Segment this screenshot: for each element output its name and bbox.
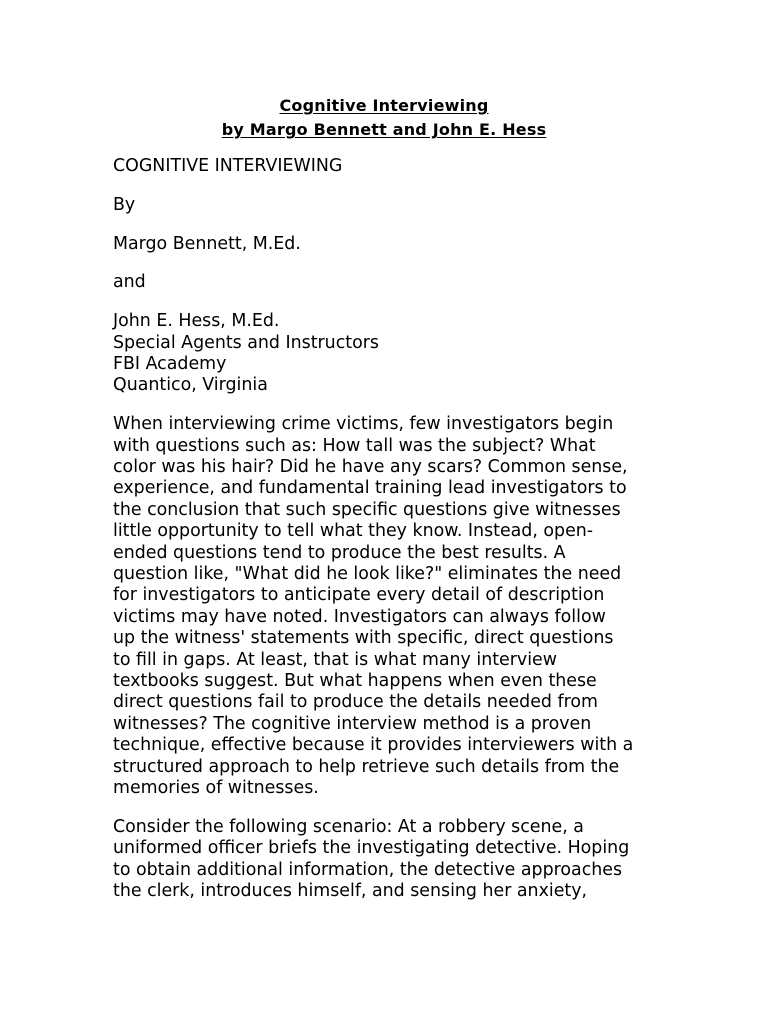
paragraph-1	[113, 414, 643, 799]
heading-byline: by Margo Bennett and John E. Hess	[221, 120, 547, 139]
author2-line: FBI Academy	[113, 354, 227, 374]
intro-author1: Margo Bennett, M.Ed.	[113, 233, 301, 254]
paragraph-line: structured approach to help retrieve such details from the	[113, 756, 620, 777]
paragraph-line: Consider the following scenario: At a robbery scene, a	[113, 816, 584, 837]
author2-line: John E. Hess, M.Ed.	[113, 311, 280, 332]
document-heading	[0, 94, 768, 142]
paragraph-line: the conclusion that such specific questions give witnesses	[113, 499, 621, 520]
paragraph-line: witnesses? The cognitive interview method is a proven	[113, 713, 592, 734]
paragraph-line: little opportunity to tell what they know. Instead, open-	[113, 521, 594, 542]
paragraph-line: When interviewing crime victims, few investigators begin	[113, 414, 614, 435]
paragraph-line: to obtain additional information, the detective approaches	[113, 859, 623, 880]
paragraph-line: uniformed officer briefs the investigating detective. Hoping	[113, 838, 630, 859]
paragraph-line: for investigators to anticipate every detail of description	[113, 585, 605, 606]
paragraph-line: to fill in gaps. At least, that is what many interview	[113, 649, 557, 670]
paragraph-line: color was his hair? Did he have any scars? Common sense,	[113, 457, 628, 478]
paragraph-2	[113, 817, 643, 903]
paragraph-line: textbooks suggest. But what happens when even these	[113, 671, 597, 692]
paragraph-line: direct questions fail to produce the details needed from	[113, 692, 598, 713]
paragraph-line: experience, and fundamental training lead investigators to	[113, 478, 627, 499]
paragraph-line: the clerk, introduces himself, and sensing her anxiety,	[113, 881, 588, 902]
author2-block	[113, 311, 643, 397]
paragraph-line: up the witness' statements with specific, direct questions	[113, 628, 614, 649]
intro-by: By	[113, 194, 136, 215]
author2-line: Quantico, Virginia	[113, 375, 268, 396]
intro-and: and	[113, 272, 146, 293]
paragraph-line: technique, effective because it provides interviewers with a	[113, 735, 634, 756]
heading-title: Cognitive Interviewing	[279, 96, 489, 115]
document-body	[113, 156, 643, 903]
paragraph-line: question like, "What did he look like?" eliminates the need	[113, 564, 622, 585]
intro-title-line: COGNITIVE INTERVIEWING	[113, 156, 343, 176]
paragraph-line: ended questions tend to produce the best results. A	[113, 542, 566, 563]
paragraph-line: victims may have noted. Investigators can always follow	[113, 606, 606, 627]
paragraph-line: with questions such as: How tall was the subject? What	[113, 435, 596, 456]
author2-line: Special Agents and Instructors	[113, 332, 379, 353]
paragraph-line: memories of witnesses.	[113, 778, 319, 799]
